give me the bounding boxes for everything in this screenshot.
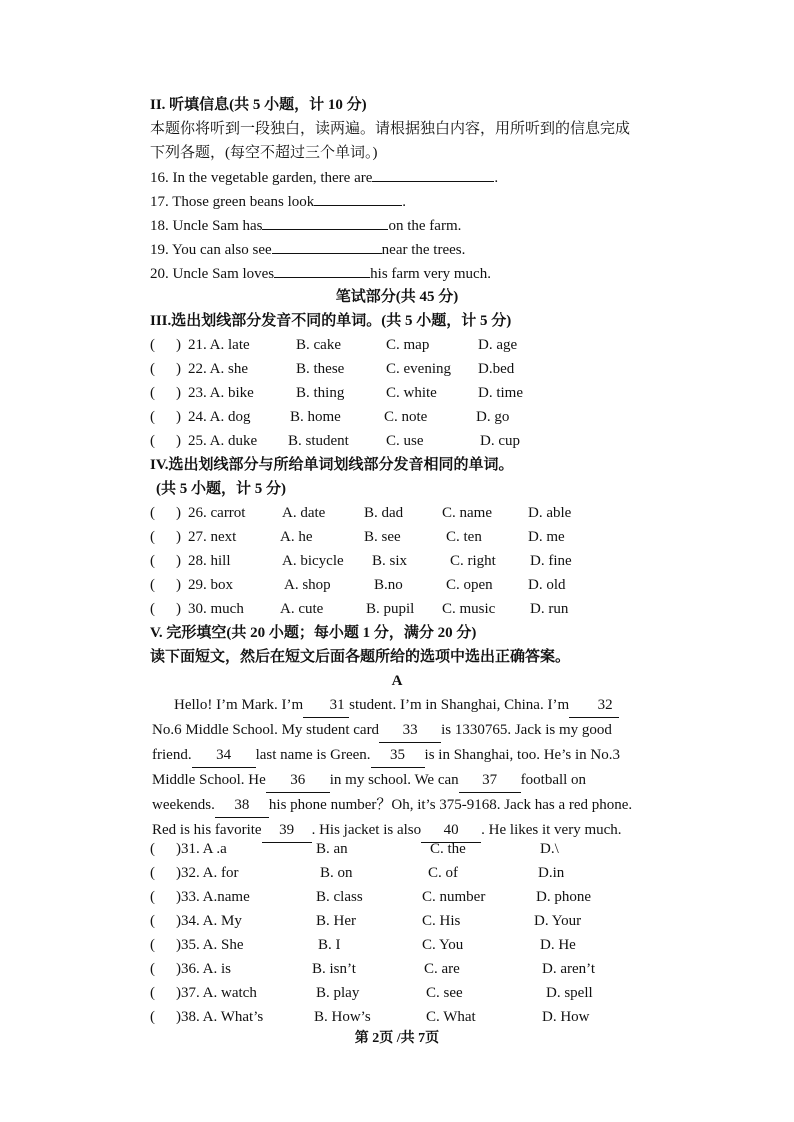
fill-item-text: his farm very much. <box>370 266 491 282</box>
answer-paren-open[interactable]: ( <box>150 865 155 881</box>
option-c: C. right <box>450 553 496 569</box>
question-row <box>150 551 710 571</box>
question-text: )32. A. for <box>176 865 239 881</box>
option-b: B. an <box>316 841 348 857</box>
page-footer: 第 2页 /共 7页 <box>354 1031 440 1046</box>
blank-33[interactable]: 33 <box>379 718 441 743</box>
answer-paren-open[interactable]: ( <box>150 889 155 905</box>
cloze-option-row <box>150 839 710 859</box>
section-2-title: II. 听填信息(共 5 小题，计 10 分) <box>150 97 367 113</box>
passage-label: A <box>391 673 403 689</box>
passage-line <box>152 743 672 768</box>
answer-paren-open[interactable]: ( <box>150 409 155 425</box>
question-text: 23. A. bike <box>188 385 254 401</box>
passage-fragment: . His jacket is also <box>311 822 422 838</box>
blank-34[interactable]: 34 <box>192 743 256 768</box>
option-d: D. go <box>476 409 510 425</box>
option-d: D.\ <box>540 841 559 857</box>
passage-fragment: football on <box>520 772 587 788</box>
cloze-option-row <box>150 983 710 1003</box>
option-d: D. time <box>478 385 523 401</box>
answer-paren-open[interactable]: ( <box>150 1009 155 1025</box>
passage-fragment: Hello! I’m Mark. I’m <box>174 697 304 713</box>
fill-item-18 <box>150 215 461 236</box>
option-a: A. cute <box>280 601 324 617</box>
section-4-subtitle: (共 5 小题，计 5 分) <box>156 481 286 497</box>
fill-item-17 <box>150 191 406 212</box>
passage-line <box>152 718 672 743</box>
passage-fragment: in my school. We can <box>329 772 459 788</box>
option-c: C. use <box>386 433 424 449</box>
section-4-title: IV.选出划线部分与所给单词划线部分发音相同的单词。 <box>150 457 514 473</box>
option-b: B.no <box>374 577 403 593</box>
question-text: 26. carrot <box>188 505 246 521</box>
question-text: 27. next <box>188 529 237 545</box>
section-5-title: V. 完形填空(共 20 小题；每小题 1 分，满分 20 分) <box>150 625 477 641</box>
answer-paren-open[interactable]: ( <box>150 577 155 593</box>
question-text: 29. box <box>188 577 233 593</box>
answer-paren-open[interactable]: ( <box>150 529 155 545</box>
question-row <box>150 599 710 619</box>
option-b: B. home <box>290 409 341 425</box>
cloze-option-row <box>150 887 710 907</box>
option-c: C. note <box>384 409 428 425</box>
cloze-option-row <box>150 911 710 931</box>
option-b: B. thing <box>296 385 345 401</box>
passage-fragment: is in Shanghai, too. He’s in No.3 <box>424 747 620 763</box>
fill-item-text: on the farm. <box>388 218 462 234</box>
option-b: B. dad <box>364 505 404 521</box>
question-row <box>150 335 710 355</box>
option-d: D. cup <box>480 433 520 449</box>
option-d: D. How <box>542 1009 590 1025</box>
option-c: C. see <box>426 985 463 1001</box>
fill-item-text: 16. In the vegetable garden, there are <box>150 170 373 186</box>
section-2-instruction-2: 下列各题，(每空不超过三个单词。) <box>150 145 378 161</box>
option-c: C. the <box>430 841 466 857</box>
question-text: )37. A. watch <box>176 985 257 1001</box>
fill-item-19 <box>150 239 465 260</box>
question-text: )38. A. What’s <box>176 1009 264 1025</box>
fill-item-text: 20. Uncle Sam loves <box>150 266 275 282</box>
option-a: A. he <box>280 529 313 545</box>
answer-paren-open[interactable]: ( <box>150 433 155 449</box>
passage-fragment: Middle School. He <box>152 772 266 788</box>
passage-text <box>152 693 672 843</box>
option-b: B. on <box>320 865 353 881</box>
cloze-option-row <box>150 959 710 979</box>
option-c: C. number <box>422 889 486 905</box>
answer-blank[interactable] <box>314 191 402 206</box>
answer-paren-open[interactable]: ( <box>150 913 155 929</box>
answer-paren-close: ) <box>176 433 181 449</box>
option-b: B. these <box>296 361 345 377</box>
passage-fragment: friend. <box>152 747 192 763</box>
question-row <box>150 383 710 403</box>
passage-fragment: No.6 Middle School. My student card <box>152 722 380 738</box>
passage-fragment: . He likes it very much. <box>481 822 622 838</box>
question-row <box>150 575 710 595</box>
option-d: D. phone <box>536 889 591 905</box>
question-text: )31. A .a <box>176 841 227 857</box>
fill-item-text: 19. You can also see <box>150 242 272 258</box>
option-c: C. map <box>386 337 430 353</box>
passage-fragment: is 1330765. Jack is my good <box>441 722 612 738</box>
answer-paren-close: ) <box>176 361 181 377</box>
option-d: D. run <box>530 601 569 617</box>
answer-paren-open[interactable]: ( <box>150 601 155 617</box>
option-d: D.bed <box>478 361 515 377</box>
blank-40[interactable]: 40 <box>421 818 481 843</box>
option-b: B. cake <box>296 337 341 353</box>
passage-line <box>152 693 672 718</box>
option-b: B. see <box>364 529 401 545</box>
passage-line <box>152 793 672 818</box>
question-row <box>150 431 710 451</box>
section-5-instruction: 读下面短文，然后在短文后面各题所给的选项中选出正确答案。 <box>150 649 571 665</box>
option-c: C. ten <box>446 529 482 545</box>
option-b: B. student <box>288 433 349 449</box>
option-d: D. aren’t <box>542 961 596 977</box>
answer-paren-close: ) <box>176 505 181 521</box>
question-text: 25. A. duke <box>188 433 258 449</box>
answer-paren-open[interactable]: ( <box>150 961 155 977</box>
option-b: B. play <box>316 985 360 1001</box>
cloze-option-row <box>150 935 710 955</box>
option-d: D. me <box>528 529 565 545</box>
blank-38[interactable]: 38 <box>215 793 269 818</box>
option-c: C. His <box>422 913 461 929</box>
question-row <box>150 503 710 523</box>
passage-fragment: his phone number？Oh, it’s 375-9168. Jack has a red phone. <box>268 797 633 813</box>
option-c: C. evening <box>386 361 451 377</box>
answer-paren-close: ) <box>176 601 181 617</box>
answer-paren-close: ) <box>176 553 181 569</box>
question-row <box>150 359 710 379</box>
answer-paren-close: ) <box>176 337 181 353</box>
option-c: C. What <box>426 1009 476 1025</box>
question-text: 22. A. she <box>188 361 248 377</box>
fill-item-text: 17. Those green beans look <box>150 194 315 210</box>
question-text: )36. A. is <box>176 961 232 977</box>
passage-fragment: weekends. <box>152 797 215 813</box>
question-text: 21. A. late <box>188 337 250 353</box>
option-c: C. white <box>386 385 437 401</box>
fill-item-text: near the trees. <box>381 242 466 258</box>
fill-item-text: . <box>402 194 407 210</box>
option-c: C. open <box>446 577 493 593</box>
section-3-title: III.选出划线部分发音不同的单词。(共 5 小题，计 5 分) <box>150 313 512 329</box>
option-c: C. name <box>442 505 492 521</box>
answer-paren-open[interactable]: ( <box>150 505 155 521</box>
fill-item-20 <box>150 263 491 284</box>
blank-36[interactable]: 36 <box>266 768 330 793</box>
answer-paren-open[interactable]: ( <box>150 337 155 353</box>
option-a: A. shop <box>284 577 331 593</box>
fill-item-text: . <box>494 170 499 186</box>
question-row <box>150 407 710 427</box>
answer-paren-open[interactable]: ( <box>150 841 155 857</box>
option-a: A. bicycle <box>282 553 344 569</box>
answer-paren-open[interactable]: ( <box>150 361 155 377</box>
answer-blank[interactable] <box>262 215 388 230</box>
question-text: 28. hill <box>188 553 231 569</box>
written-part-title: 笔试部分(共 45 分) <box>335 289 459 305</box>
option-b: B. pupil <box>366 601 415 617</box>
question-text: 30. much <box>188 601 244 617</box>
passage-fragment: student. I’m in Shanghai, China. I’m <box>349 697 570 713</box>
answer-blank[interactable] <box>272 239 382 254</box>
option-d: D. old <box>528 577 566 593</box>
option-b: B. I <box>318 937 341 953</box>
blank-31[interactable]: 31 <box>303 693 349 718</box>
option-d: D. spell <box>546 985 593 1001</box>
question-text: )35. A. She <box>176 937 244 953</box>
answer-paren-open[interactable]: ( <box>150 385 155 401</box>
option-c: C. of <box>428 865 458 881</box>
option-b: B. isn’t <box>312 961 356 977</box>
fill-item-16 <box>150 167 498 188</box>
option-c: C. music <box>442 601 496 617</box>
blank-35[interactable]: 35 <box>371 743 425 768</box>
option-b: B. six <box>372 553 408 569</box>
fill-item-text: 18. Uncle Sam has <box>150 218 263 234</box>
question-text: 24. A. dog <box>188 409 251 425</box>
blank-32[interactable]: 32 <box>569 693 619 718</box>
option-b: B. class <box>316 889 363 905</box>
option-d: D. able <box>528 505 572 521</box>
option-d: D. Your <box>534 913 582 929</box>
passage-line <box>152 768 672 793</box>
option-d: D.in <box>538 865 565 881</box>
cloze-option-row <box>150 1007 710 1027</box>
question-text: )34. A. My <box>176 913 242 929</box>
option-a: A. date <box>282 505 326 521</box>
passage-fragment: last name is Green. <box>255 747 371 763</box>
question-row <box>150 527 710 547</box>
option-d: D. age <box>478 337 518 353</box>
option-d: D. fine <box>530 553 572 569</box>
answer-paren-close: ) <box>176 385 181 401</box>
answer-paren-open[interactable]: ( <box>150 937 155 953</box>
option-d: D. He <box>540 937 576 953</box>
option-b: B. Her <box>316 913 356 929</box>
option-c: C. are <box>424 961 460 977</box>
section-2-instruction-1: 本题你将听到一段独白，读两遍。请根据独白内容，用所听到的信息完成 <box>150 121 631 137</box>
answer-paren-close: ) <box>176 577 181 593</box>
answer-paren-close: ) <box>176 409 181 425</box>
option-c: C. You <box>422 937 464 953</box>
question-text: )33. A.name <box>176 889 250 905</box>
cloze-option-row <box>150 863 710 883</box>
blank-37[interactable]: 37 <box>459 768 521 793</box>
option-b: B. How’s <box>314 1009 371 1025</box>
blank-39[interactable]: 39 <box>262 818 312 843</box>
answer-paren-close: ) <box>176 529 181 545</box>
answer-blank[interactable] <box>274 263 370 278</box>
passage-fragment: Red is his favorite <box>152 822 262 838</box>
answer-paren-open[interactable]: ( <box>150 985 155 1001</box>
answer-blank[interactable] <box>372 167 494 182</box>
answer-paren-open[interactable]: ( <box>150 553 155 569</box>
